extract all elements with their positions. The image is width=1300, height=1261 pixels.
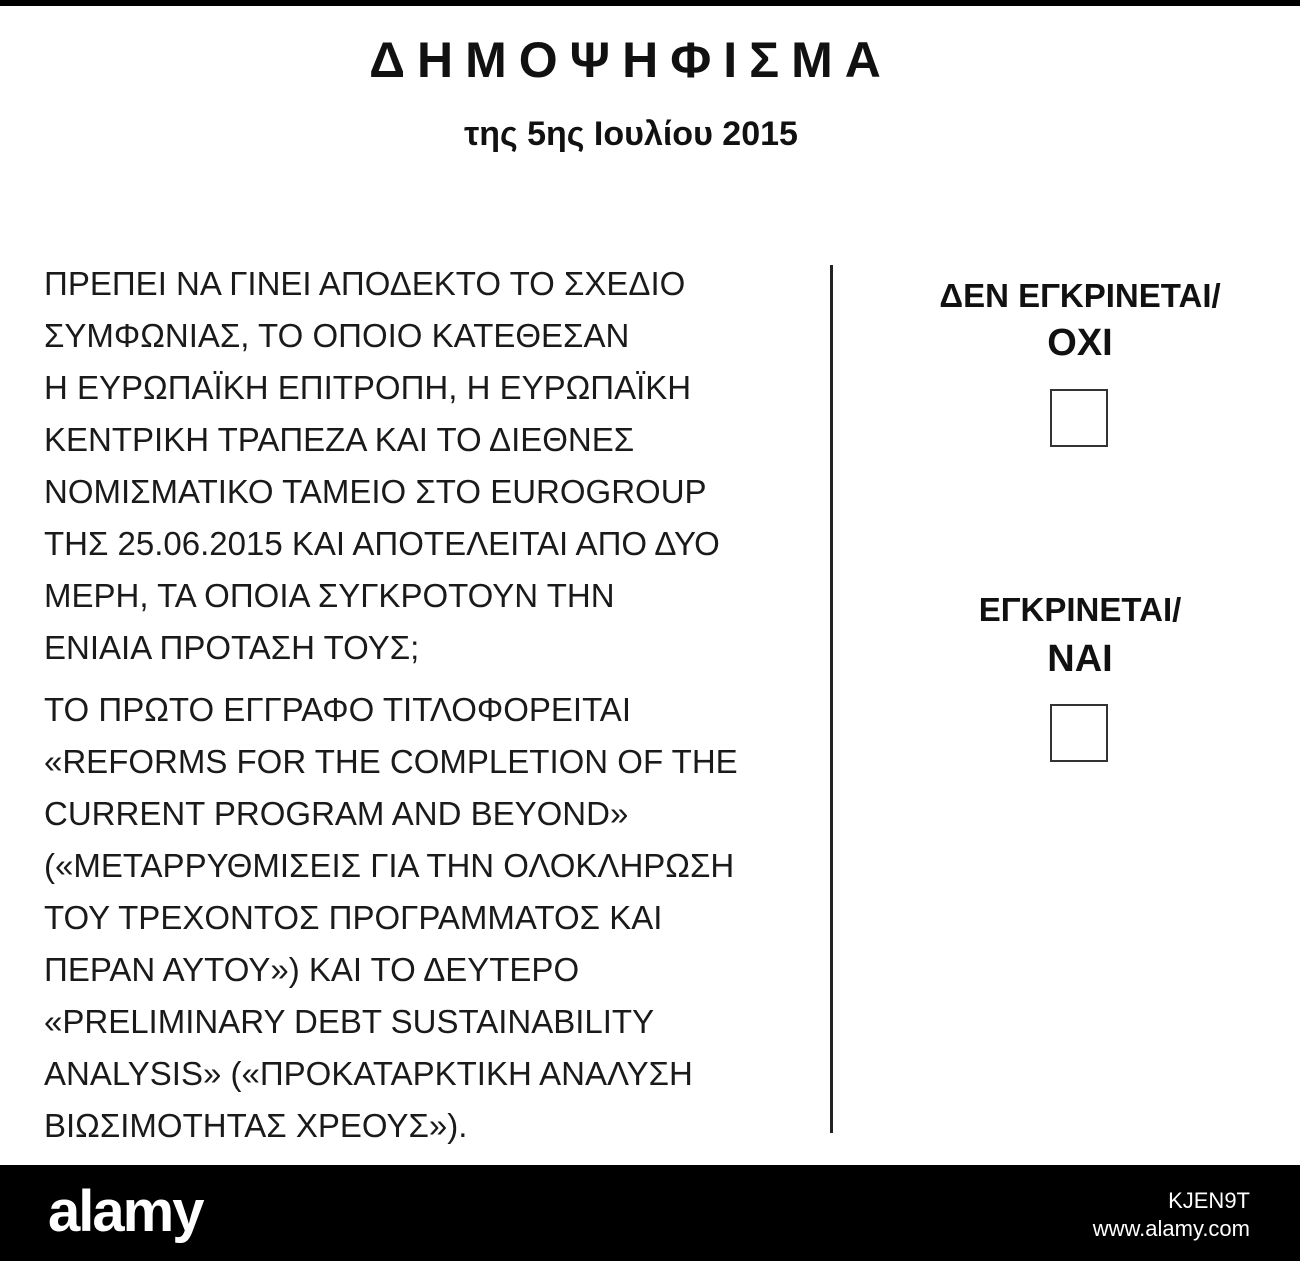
option-no-value: ΟΧΙ bbox=[1047, 322, 1113, 364]
ballot-date: της 5ης Ιουλίου 2015 bbox=[464, 115, 798, 153]
question-line: CURRENT PROGRAM AND BEYOND» bbox=[44, 795, 629, 832]
question-line: «REFORMS FOR THE COMPLETION OF THE bbox=[44, 743, 738, 780]
question-paragraph-2 bbox=[44, 684, 824, 1152]
watermark-info bbox=[1093, 1187, 1250, 1243]
question-paragraph-1 bbox=[44, 258, 824, 674]
question-line: ΤΟΥ ΤΡΕΧΟΝΤΟΣ ΠΡΟΓΡΑΜΜΑΤΟΣ ΚΑΙ bbox=[44, 899, 663, 936]
vote-yes-checkbox[interactable] bbox=[1050, 704, 1108, 762]
ballot-top-border bbox=[0, 0, 1300, 6]
question-line: ΤΟ ΠΡΩΤΟ ΕΓΓΡΑΦΟ ΤΙΤΛΟΦΟΡΕΙΤΑΙ bbox=[44, 691, 631, 728]
watermark-bar bbox=[0, 1165, 1300, 1261]
option-yes-value: ΝΑΙ bbox=[1047, 638, 1113, 680]
question-line: «PRELIMINARY DEBT SUSTAINABILITY bbox=[44, 1003, 655, 1040]
question-line: ΤΗΣ 25.06.2015 ΚΑΙ ΑΠΟΤΕΛΕΙΤΑΙ ΑΠΟ ΔΥΟ bbox=[44, 525, 720, 562]
option-yes-label: ΕΓΚΡΙΝΕΤΑΙ/ bbox=[978, 591, 1182, 628]
question-line: ANALYSIS» («ΠΡΟΚΑΤΑΡΚΤΙΚΗ ΑΝΑΛΥΣΗ bbox=[44, 1055, 693, 1092]
question-line: ΣΥΜΦΩΝΙΑΣ, ΤΟ ΟΠΟΙΟ ΚΑΤΕΘΕΣΑΝ bbox=[44, 317, 630, 354]
watermark-url: www.alamy.com bbox=[1092, 1216, 1250, 1241]
question-line: ΠΕΡΑΝ ΑΥΤΟΥ») ΚΑΙ ΤΟ ΔΕΥΤΕΡΟ bbox=[44, 951, 580, 988]
option-no-label: ΔΕΝ ΕΓΚΡΙΝΕΤΑΙ/ bbox=[939, 277, 1221, 314]
question-line: ΕΝΙΑΙΑ ΠΡΟΤΑΣΗ ΤΟΥΣ; bbox=[44, 629, 420, 666]
vote-no-checkbox[interactable] bbox=[1050, 389, 1108, 447]
question-line: («ΜΕΤΑΡΡΥΘΜΙΣΕΙΣ ΓΙΑ ΤΗΝ ΟΛΟΚΛΗΡΩΣΗ bbox=[44, 847, 735, 884]
question-line: ΚΕΝΤΡΙΚΗ ΤΡΑΠΕΖΑ ΚΑΙ ΤΟ ΔΙΕΘΝΕΣ bbox=[44, 421, 635, 458]
question-line: Η ΕΥΡΩΠΑΪΚΗ ΕΠΙΤΡΟΠΗ, Η ΕΥΡΩΠΑΪΚΗ bbox=[44, 369, 692, 406]
image-id: KJEN9T bbox=[1168, 1188, 1250, 1213]
question-line: ΜΕΡΗ, ΤΑ ΟΠΟΙΑ ΣΥΓΚΡΟΤΟΥΝ ΤΗΝ bbox=[44, 577, 615, 614]
alamy-logo: alamy bbox=[48, 1179, 203, 1244]
question-line: ΠΡΕΠΕΙ ΝΑ ΓΙΝΕΙ ΑΠΟΔΕΚΤΟ ΤΟ ΣΧΕΔΙΟ bbox=[44, 265, 686, 302]
vertical-divider bbox=[830, 265, 833, 1133]
referendum-question bbox=[44, 258, 824, 1152]
question-line: ΒΙΩΣΙΜΟΤΗΤΑΣ ΧΡΕΟΥΣ»). bbox=[44, 1107, 468, 1144]
question-line: ΝΟΜΙΣΜΑΤΙΚΟ ΤΑΜΕΙΟ ΣΤΟ EUROGROUP bbox=[44, 473, 707, 510]
ballot-title: ΔΗΜΟΨΗΦΙΣΜΑ bbox=[369, 32, 893, 88]
